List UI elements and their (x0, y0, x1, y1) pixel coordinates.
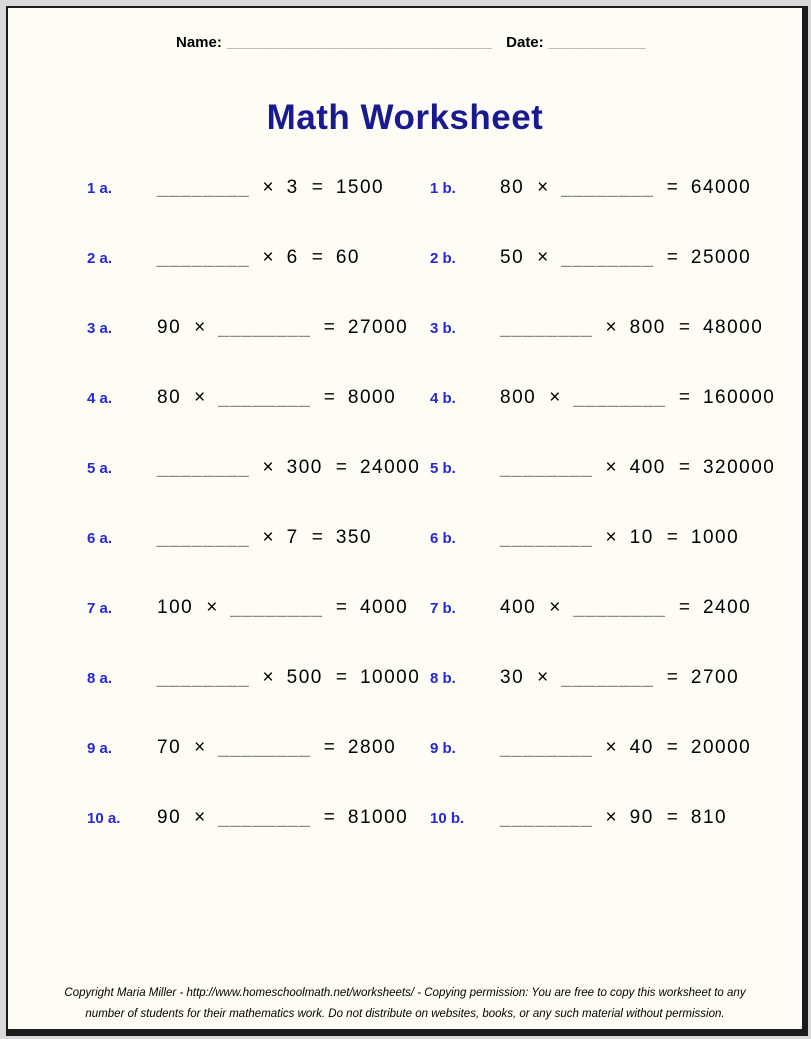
number: 90 (629, 807, 654, 828)
number: 10 (629, 527, 654, 548)
problem-expression (500, 457, 775, 479)
problem-label: 8 a. (87, 670, 113, 687)
problem-expression (157, 317, 408, 339)
number: 800 (629, 317, 666, 338)
problem-label: 6 a. (87, 530, 113, 547)
problem (383, 317, 802, 339)
equals-sign: = (311, 177, 323, 198)
answer-blank-line: ________ (230, 597, 323, 618)
answer-blank-line: ________ (500, 737, 593, 758)
multiply-sign: × (194, 737, 206, 758)
number: 400 (629, 457, 666, 478)
number: 300 (286, 457, 323, 478)
problems-grid (8, 153, 802, 853)
equals-sign: = (311, 527, 323, 548)
number: 1000 (690, 527, 740, 548)
number: 48000 (702, 317, 764, 338)
problem (8, 317, 409, 339)
problem (383, 457, 802, 479)
equals-sign: = (335, 597, 347, 618)
equals-sign: = (666, 247, 678, 268)
problem-label: 3 a. (87, 320, 113, 337)
multiply-sign: × (537, 667, 549, 688)
problem-label: 7 b. (430, 600, 456, 617)
answer-blank-line: ________ (218, 317, 311, 338)
multiply-sign: × (605, 807, 617, 828)
number: 500 (286, 667, 323, 688)
copyright-footer (8, 983, 802, 1025)
problem-expression (500, 177, 751, 199)
equals-sign: = (311, 247, 323, 268)
problem-label: 4 a. (87, 390, 113, 407)
number: 30 (500, 667, 525, 688)
number: 1500 (335, 177, 385, 198)
number: 2800 (347, 737, 397, 758)
number: 20000 (690, 737, 752, 758)
multiply-sign: × (605, 527, 617, 548)
number: 90 (157, 317, 182, 338)
problem (383, 527, 802, 549)
problem (383, 177, 802, 199)
problem-label: 2 b. (430, 250, 456, 267)
name-label: Name: (176, 34, 222, 51)
number: 400 (500, 597, 537, 618)
number: 320000 (702, 457, 776, 478)
problem-expression (500, 597, 751, 619)
multiply-sign: × (194, 317, 206, 338)
name-date-header (8, 8, 802, 51)
problem-expression (500, 527, 739, 549)
equals-sign: = (678, 597, 690, 618)
multiply-sign: × (194, 807, 206, 828)
number: 24000 (359, 457, 421, 478)
number: 80 (157, 387, 182, 408)
problem-expression (157, 667, 420, 689)
problem (383, 387, 802, 409)
problem (8, 177, 383, 199)
problem-label: 10 b. (430, 810, 465, 827)
problem (383, 737, 802, 759)
page-title: Math Worksheet (266, 98, 544, 137)
problem-label: 2 a. (87, 250, 113, 267)
multiply-sign: × (537, 247, 549, 268)
answer-blank-line: ________ (157, 667, 250, 688)
problem-label: 6 b. (430, 530, 456, 547)
answer-blank-line: ________ (157, 247, 250, 268)
equals-sign: = (666, 667, 678, 688)
number: 10000 (359, 667, 421, 688)
number: 50 (500, 247, 525, 268)
problem-label: 10 a. (87, 810, 121, 827)
problem (8, 807, 409, 829)
answer-blank-line: ________ (573, 387, 666, 408)
multiply-sign: × (206, 597, 218, 618)
multiply-sign: × (605, 737, 617, 758)
problem-expression (157, 247, 360, 269)
answer-blank-line: ________ (157, 457, 250, 478)
problem-label: 9 a. (87, 740, 113, 757)
number: 80 (500, 177, 525, 198)
problem-expression (500, 737, 751, 759)
problem-expression (500, 667, 739, 689)
multiply-sign: × (262, 527, 274, 548)
equals-sign: = (323, 317, 335, 338)
problem-label: 5 a. (87, 460, 113, 477)
answer-blank-line: ________ (500, 457, 593, 478)
number: 6 (286, 247, 299, 268)
equals-sign: = (678, 387, 690, 408)
multiply-sign: × (549, 387, 561, 408)
problem-label: 1 b. (430, 180, 456, 197)
problem-label: 3 b. (430, 320, 456, 337)
number: 27000 (347, 317, 409, 338)
copyright-line-1: Copyright Maria Miller - http://www.homeschoolmath.net/worksheets/ - Copying permission: You are free to copy this worksheet to any (64, 987, 746, 999)
number: 810 (690, 807, 728, 828)
multiply-sign: × (537, 177, 549, 198)
number: 81000 (347, 807, 409, 828)
problem-label: 4 b. (430, 390, 456, 407)
multiply-sign: × (262, 247, 274, 268)
answer-blank-line: ________ (157, 527, 250, 548)
multiply-sign: × (549, 597, 561, 618)
copyright-line-2: number of students for their mathematics work. Do not distribute on websites, books, or any such material without permission. (85, 1008, 725, 1020)
equals-sign: = (666, 177, 678, 198)
number: 40 (629, 737, 654, 758)
problem-expression (157, 457, 420, 479)
answer-blank-line: ________ (500, 527, 593, 548)
number: 7 (286, 527, 299, 548)
problem-expression (500, 387, 775, 409)
number: 25000 (690, 247, 752, 268)
multiply-sign: × (194, 387, 206, 408)
equals-sign: = (335, 667, 347, 688)
multiply-sign: × (262, 667, 274, 688)
problem-label: 5 b. (430, 460, 456, 477)
equals-sign: = (678, 317, 690, 338)
problem-expression (500, 247, 751, 269)
number: 350 (335, 527, 373, 548)
problem (8, 597, 409, 619)
number: 2700 (690, 667, 740, 688)
number: 90 (157, 807, 182, 828)
answer-blank-line: ________ (218, 737, 311, 758)
equals-sign: = (666, 527, 678, 548)
problem (8, 527, 383, 549)
equals-sign: = (323, 387, 335, 408)
number: 64000 (690, 177, 752, 198)
problem-expression (157, 597, 408, 619)
problem (8, 737, 397, 759)
number: 2400 (702, 597, 752, 618)
answer-blank-line: ________ (561, 667, 654, 688)
problem-expression (157, 387, 396, 409)
answer-blank-line: ________ (157, 177, 250, 198)
name-blank-line: ______________________________ (226, 34, 493, 51)
number: 70 (157, 737, 182, 758)
equals-sign: = (323, 737, 335, 758)
answer-blank-line: ________ (500, 317, 593, 338)
number: 60 (335, 247, 360, 268)
problem-label: 9 b. (430, 740, 456, 757)
multiply-sign: × (262, 457, 274, 478)
answer-blank-line: ________ (573, 597, 666, 618)
problem-expression (157, 737, 396, 759)
problem (8, 667, 421, 689)
equals-sign: = (666, 807, 678, 828)
date-label: Date: (506, 34, 544, 51)
answer-blank-line: ________ (561, 177, 654, 198)
problem (8, 387, 397, 409)
equals-sign: = (335, 457, 347, 478)
answer-blank-line: ________ (218, 807, 311, 828)
answer-blank-line: ________ (561, 247, 654, 268)
multiply-sign: × (605, 317, 617, 338)
problem-expression (157, 807, 408, 829)
problem (383, 807, 802, 829)
worksheet-page (6, 6, 808, 1036)
number: 3 (286, 177, 299, 198)
problem (383, 247, 802, 269)
answer-blank-line: ________ (500, 807, 593, 828)
problem (383, 667, 802, 689)
problem-label: 7 a. (87, 600, 113, 617)
number: 8000 (347, 387, 397, 408)
problem-expression (157, 177, 384, 199)
number: 160000 (702, 387, 776, 408)
problem-label: 1 a. (87, 180, 113, 197)
problem-expression (500, 317, 763, 339)
equals-sign: = (666, 737, 678, 758)
problem-label: 8 b. (430, 670, 456, 687)
problem-expression (500, 807, 727, 829)
number: 100 (157, 597, 194, 618)
number: 800 (500, 387, 537, 408)
problem-expression (157, 527, 372, 549)
date-blank-line: ___________ (548, 34, 646, 51)
multiply-sign: × (605, 457, 617, 478)
problem (383, 597, 802, 619)
problem (8, 247, 383, 269)
equals-sign: = (678, 457, 690, 478)
answer-blank-line: ________ (218, 387, 311, 408)
multiply-sign: × (262, 177, 274, 198)
equals-sign: = (323, 807, 335, 828)
number: 4000 (359, 597, 409, 618)
problem (8, 457, 421, 479)
